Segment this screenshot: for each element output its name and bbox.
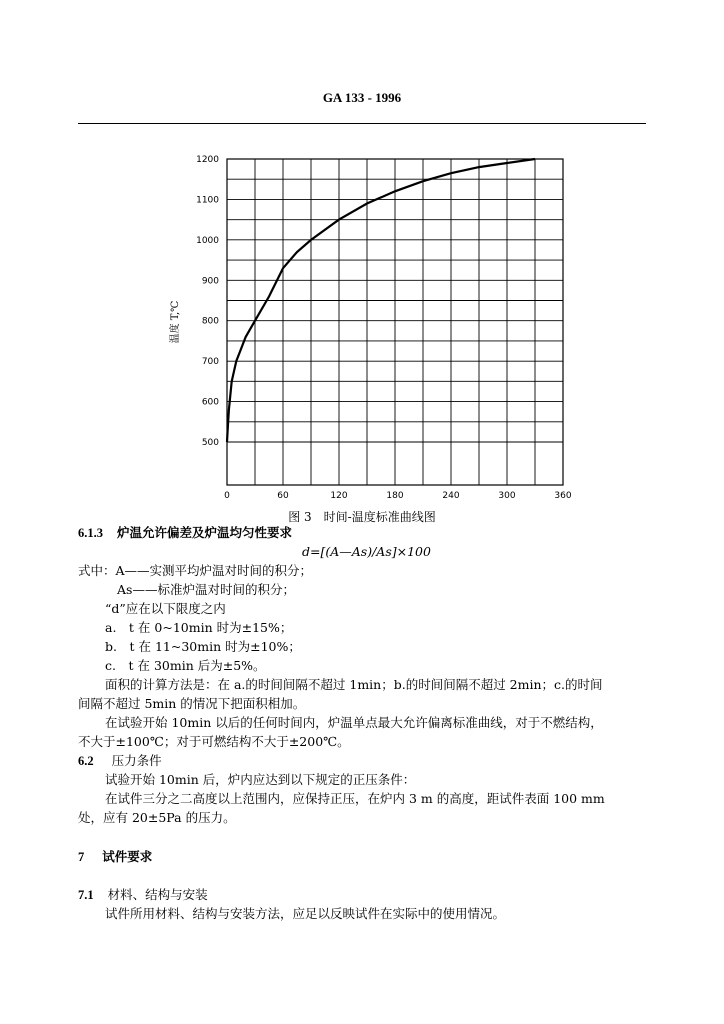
section-7-1-paragraph: 试件所用材料、结构与安装方法，应足以反映试件在实际中的使用情况。 [105,906,506,921]
section-7-1 [78,886,208,904]
x-tick-label: 120 [330,491,348,501]
section-6-1-3 [78,524,292,542]
y-tick-label: 1200 [196,155,219,165]
section-title: 炉温允许偏差及炉温均匀性要求 [116,525,292,540]
y-tick-label: 900 [201,276,219,287]
x-tick-label: 0 [224,491,230,501]
y-axis-label: 温度 T,℃ [170,300,181,344]
section-6-2 [78,752,162,770]
pressure-paragraph-2: 在试件三分之二高度以上范围内，应保持正压，在炉内 3 m 的高度，距试件表面 100 mm [105,791,605,806]
section-7 [78,848,152,866]
where-a: 式中：A——实测平均炉温对时间的积分； [78,563,313,578]
x-tick-label: 360 [554,491,572,501]
limit-item-a: a. t 在 0~10min 时为±15%； [105,620,293,635]
section-number: 6.1.3 [78,526,103,540]
x-tick-label: 180 [386,491,404,501]
y-tick-label: 500 [201,438,219,448]
y-tick-label: 1100 [196,195,219,206]
y-tick-label: 800 [201,316,219,327]
chart-ylabel-group [168,301,181,344]
y-tick-label: 1000 [196,235,219,246]
section-number: 7.1 [78,888,94,902]
deviation-formula: d=[(A—As)/As]×100 [302,544,431,559]
figure-caption: 图 3 时间-温度标准曲线图 [288,510,436,524]
section-number: 7 [78,850,85,864]
limit-item-b: b. t 在 11~30min 时为±10%； [105,639,301,654]
d-limit: “d”应在以下限度之内 [105,601,226,616]
section-number: 6.2 [78,754,94,768]
section-title: 压力条件 [111,753,162,768]
section-title: 材料、结构与安装 [107,887,208,902]
deviation-paragraph-2: 不大于±100℃；对于可燃结构不大于±200℃。 [78,734,350,749]
chart-grid [227,159,563,485]
where-as: As——标准炉温对时间的积分； [117,582,295,597]
section-title: 试件要求 [102,849,153,864]
limit-item-c: c. t 在 30min 后为±5%。 [105,658,266,673]
pressure-paragraph-1: 试验开始 10min 后，炉内应达到以下规定的正压条件： [105,772,416,787]
y-tick-label: 600 [201,397,219,408]
pressure-paragraph-3: 处，应有 20±5Pa 的压力。 [78,810,236,825]
x-tick-label: 60 [277,491,289,501]
x-tick-label: 300 [498,491,516,501]
document-header-title: GA 133 - 1996 [322,90,402,105]
y-tick-label: 700 [201,357,219,368]
x-tick-label: 240 [442,491,460,501]
area-paragraph-1: 面积的计算方法是：在 a.的时间间隔不超过 1min；b.的时间间隔不超过 2min；c.的时间 [105,677,603,692]
area-paragraph-2: 间隔不超过 5min 的情况下把面积相加。 [78,696,306,711]
chart-ticks [196,155,572,501]
deviation-paragraph-1: 在试验开始 10min 以后的任何时间内，炉温单点最大允许偏离标准曲线，对于不燃结构， [105,715,603,730]
